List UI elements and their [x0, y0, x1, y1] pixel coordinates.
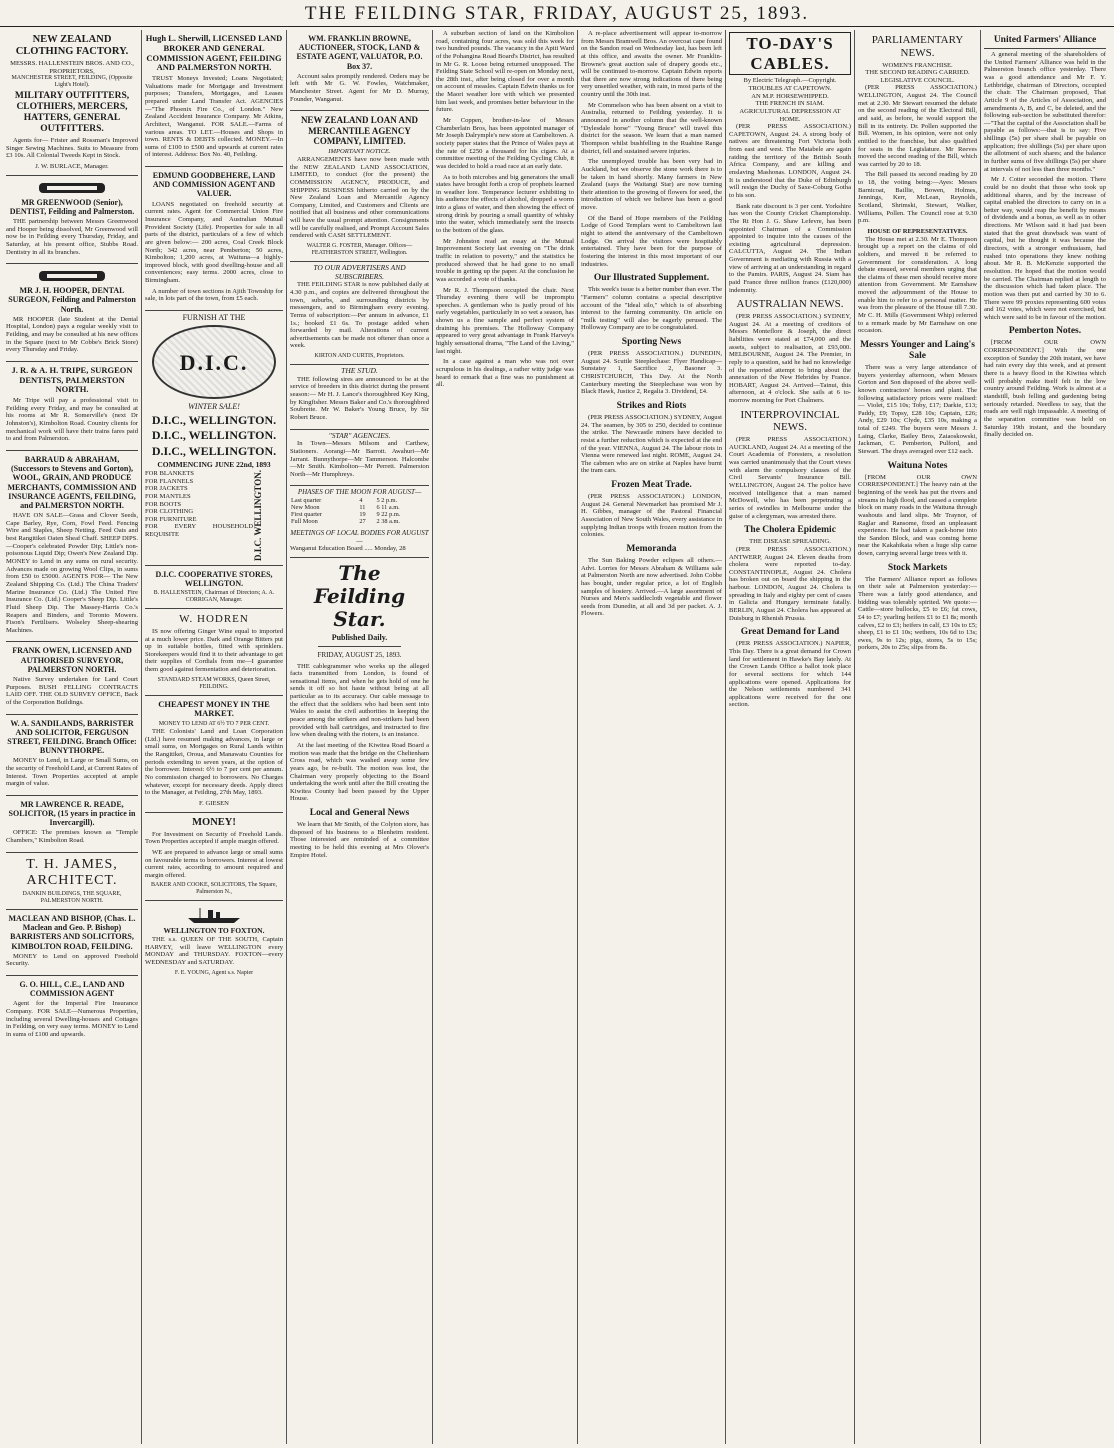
parliament-subheading: WOMEN'S FRANCHISE. [882, 61, 953, 69]
ad-body: MONEY to Lend on approved Freehold Security. [6, 952, 138, 968]
ad-body: THE s.s. QUEEN OF THE SOUTH, Captain HARVEY, will leave WELLINGTON every MONDAY and THURSDAY. FOXTON—every WEDNESDAY and SATURDAY. [145, 936, 283, 966]
ad-footer: STANDARD STEAM WORKS, Queen Street, FEILDING. [157, 676, 271, 690]
news-paragraph: In a case against a man who was not over scrupulous in his dealings, a rather witty judge was heard to remark that a fine was no punishment at all. [436, 358, 574, 389]
for-item: FOR BLANKETS [145, 469, 194, 477]
ad-heading: WM. FRANKLIN BROWNE, AUCTIONEER, STOCK, LAND & ESTATE AGENT, VALUATOR, P.O. Box 37. [296, 34, 423, 71]
parliament-heading: PARLIAMENTARY NEWS. [871, 34, 964, 59]
australian-news-heading: AUSTRALIAN NEWS. [736, 298, 844, 311]
news-paragraph: Of the Band of Hope members of the Feilding Lodge of Good Templars went to Cambeltown last night to attend the anniversary of the Cambeltown Lodge. On arrival the visitors were hospitably entertained. They have been for the purpose of fostering the interest in this most important of our industries. [581, 214, 722, 268]
ad-body: Agent for the Imperial Fire Insurance Company. FOR SALE—Numerous Properties, including several Dwelling-houses and Cottages in Feilding, on very easy terms. MONEY to Lend in sums of £100 and upwards. [6, 1000, 138, 1039]
moon-time: 2 38 a.m. [376, 518, 400, 526]
agencies-body: In Town—Messrs Milsom and Carthew, Stationers. Aorangi—Mr Barrott. Awahuri—Mr Jarrant. Bunnythorpe—Mr Tammerson. Halcombe—Mr Smith. Kimbolton—Mr Perrett. Palmerston North—Mr Humphreys. [290, 440, 429, 478]
for-item: FOR BOOTS [145, 500, 182, 508]
ad-body: For Investment on Security of Freehold Lands. Town Properties accepted if ample margin offered. [145, 830, 283, 846]
ad-heading: BARRAUD & ABRAHAM, (Successors to Stevens and Gorton), WOOL, GRAIN, AND PRODUCE MERCHANTS, COMMISSION AND INSURANCE AGENTS, FEILDING, and PALMERSTON NORTH. [7, 455, 137, 510]
ad-body: THE partnership between Messrs Greenwood and Hooper being dissolved, Mr Greenwood will now be in Feilding every Thursday, Friday, and Saturday, at his present office, Stubbs Road. Dentistry in all its branches. [6, 217, 138, 256]
ad-subheading: MESSRS. HALLENSTEIN BROS. AND CO., PROPRIETORS, [10, 60, 134, 75]
cables-subheading: By Electric Telegraph.—Copyright. [743, 77, 837, 85]
pemberton-body: [FROM OUR OWN CORRESPONDENT.] With the one exception of Sunday the 20th instant, we have had rain every day this week, and at present there is a heavy flood in the Kiwitea which will probably make itself felt in the low country around Feilding. Work is almost at a standstill, bush felling and gardening being seriously retarded. Needless to say, that the roads are well nigh impassable. A meeting of the separation committee was held on Saturday 19th instant, and the boundary finally decided on. [984, 339, 1106, 439]
memoranda-body: The Sun Baking Powder eclipses all others.—Advt. Lorries for Messrs Abraham & Williams sale at Palmerston North are now advertised. John Cobbe has bought, under regular price, a lot of English samples of hosiery. Arrived.—A large assortment of Nurses and Men's saddlecloth vegetable and flower seeds from Dunedin, at all and 3d per packet. A. J. Flowers. [581, 556, 722, 618]
dic-stores-logo-icon: D.I.C. [152, 325, 276, 399]
sporting-body: (PER PRESS ASSOCIATION.) DUNEDIN, August 24. Scuttle Steeplechase: Flyer Handicap—Sunstatsy 1, Sacrifice 2, Basoner 3. CHRISTCHURCH, This Day. At the North Canterbury meeting the Steeplechase was won by Black Hawk, Justice 2, Regalia 3. Dividend, £4. [581, 350, 722, 396]
ad-heading: MR LAWRENCE R. READE, SOLICITOR, (15 years in practice in Invercargill). [8, 799, 136, 828]
ad-heading: Hugh L. Sherwill, LICENSED LAND BROKER AND GENERAL COMMISSION AGENT, FEILDING AND PALMERSTON NORTH. [145, 33, 283, 73]
notice-heading: TO OUR ADVERTISERS AND SUBSCRIBERS. [313, 262, 406, 281]
ad-body: Account sales promptly rendered. Orders may be left with Mr G. W. Fowles, Watchmaker, Manchester Street. Agent for Mr D. Murray, Founder, Wanganui. [290, 72, 429, 103]
supplement-heading: Our Illustrated Supplement. [593, 273, 710, 284]
maclean-bishop-ad [6, 910, 138, 976]
ad-heading: MACLEAN AND BISHOP, (Chas. L. Maclean and Geo. P. Bishop) BARRISTERS AND SOLICITORS, KIMBOLTON ROAD, FEILDING. [8, 914, 136, 951]
steamer-ad [145, 901, 283, 980]
notice-signature: KIRTON AND CURTIS, Proprietors. [314, 353, 405, 360]
owen-surveyor-ad [6, 642, 138, 714]
ad-body: LOANS negotiated on freehold security at current rates. Agent for Commercial Union Fire Insurance Company, and Australian Mutual Provident Society (Life). Properties for sale in all parts of the district, particulars of a few of which are given below:— 200 acres, Coal Creek Block North; 342 acres, near Pemberton; 50 acres, Kimbolton; 1,200 acres, at Waituna—a highly-improved block, with good dwelling-house and all conveniences; easy terms. 2000 acres, close to Birmingham. [145, 200, 283, 285]
strikes-heading: Strikes and Riots [616, 400, 687, 411]
for-item: FOR FURNITURE [145, 515, 197, 523]
ad-body: THE Colonists' Land and Loan Corporation (Ltd.) have resumed making advances, in large or small sums, on Mortgages on Rural Lands within the Rangitikei, Oroua, and Manawatu Counties for periods extending to seven years, at the option of the borrower. Interest: 6½ to 7 per cent per annum. No commission charged to borrowers. No Charges whatever, except for necessary deeds. Apply direct to the Manager, at Feilding, 27th May, 1893. [145, 728, 283, 797]
sandilands-ad [6, 715, 138, 796]
column-7 [855, 30, 981, 1444]
star-agencies [290, 430, 429, 487]
moon-phase: New Moon [291, 503, 320, 511]
ad-body: MR HOOPER (late Student at the Dental Hospital, London) pays a regular weekly visit to Feilding, and may be consulted at his new offices in the Square (next to Mr Cobbe's Brick Store) every Thursday and Friday. [6, 315, 138, 354]
for-item: FOR EVERY HOUSEHOLD REQUISITE [145, 523, 253, 539]
news-paragraph: Mr Johnston read an essay at the Mutual Improvement Society last evening on "The drink traffic in relation to poverty," and the statistics he produced showed that he had gone to no small trouble in getting up the paper. At the conclusion he was accorded a vote of thanks. [436, 237, 574, 283]
column-4 [433, 30, 578, 1444]
ad-signature: J. W. BURLACE, Manager. [35, 162, 109, 170]
clothing-factory-ad [6, 30, 138, 176]
ad-heading: G. O. HILL, C.E., LAND AND COMMISSION AGENT [19, 980, 125, 999]
younger-laing-body: There was a very large attendance of buyers yesterday afternoon, when Messrs Gorton and Son disposed of the above well-known contractors' horses and plant. The following satisfactory prices were realised:— Violet, £15 10s; Toby, £17; Darkie, £13; Paddy, £9; Topsy, £28 10s; Captain, £26; Andy, £29 10s; Clyde, £35 10s, making a total of £249. The buyers were Messrs J. Laing, Clarke, Bailey Bros, Zaiaoskowski, Jackman, C. Pemberton, Pulford, and Stewart. The drays averaged over £12 each. [858, 363, 977, 455]
moon-day: 4 [359, 496, 363, 504]
supplement-body: This week's issue is a better number than ever. The "Farmers" column contains a special descriptive account of the "Ideal silo," which is of absorbing interest to the farming community. On article on "milk testing" will also be eagerly perused. The Holloway Company are to be congratulated. [581, 286, 723, 332]
parliament-subheading: THE SECOND READING CARRIED. [865, 69, 970, 77]
ad-heading: T. H. JAMES, ARCHITECT. [26, 856, 118, 888]
land-demand-heading: Great Demand for Land [740, 627, 840, 638]
leader-paragraph: THE cablegrammer who works up the alleged facts transmitted from London, is found of sensational items, and when he gets hold of one he sends it off so hot haste without being at all particular as to its accuracy. Our cable message to the effect that the soldiers who had been sent into Wales to assist the civil authorities in keeping the peace among the strikers and non-strikers had been provided with ball cartridges, and instructed to fire low when dealing with the rioters, is an instance. [290, 662, 429, 739]
furnish-text: FURNISH AT THE [182, 313, 246, 322]
winter-sale-text: WINTER SALE! [188, 402, 240, 412]
ad-body: MONEY to Lend, in Large or Small Sums, on the security of Freehold Land, at Current Rates of Interest. Town Properties accepted at ample margin of value. [6, 757, 138, 788]
paper-date: FRIDAY, AUGUST 25, 1893. [317, 651, 402, 660]
hodren-ad [145, 609, 283, 696]
ad-subheading: IMPORTANT NOTICE. [328, 148, 391, 156]
cheapest-money-ad [145, 696, 283, 813]
dic-line-2: D.I.C., WELLINGTON. [151, 428, 277, 443]
dic-winter-sale-ad [145, 311, 283, 566]
sherwill-ad [145, 30, 283, 167]
column-6 [726, 30, 855, 1444]
hill-land-agent-ad [6, 976, 138, 1046]
hooper-dentist-ad [6, 264, 138, 362]
interprovincial-heading: INTERPROVINCIAL NEWS. [740, 408, 840, 434]
ad-signature: F. GIESEN [199, 799, 229, 807]
moon-phase: Full Moon [291, 518, 318, 526]
ad-body: OFFICE: The premises known as "Temple Chambers," Kimbolton Road. [6, 829, 138, 845]
cables-item: AGRICULTURAL DEPRESSION AT HOME. [739, 107, 841, 123]
ad-heading: D.I.C. COOPERATIVE STORES, WELLINGTON. [155, 569, 273, 589]
dic-vertical-label: D.I.C. WELLINGTON. [253, 469, 263, 561]
barraud-abraham-ad [6, 451, 138, 642]
for-item: FOR JACKETS [145, 485, 188, 493]
ad-body: Mr Tripe will pay a professional visit to Feilding every Friday, and may be consulted at his rooms at Mr R. Somerville's (next Dr Johnston's), Kimbolton Road. Country clients for mechanical work will have their trains fares paid to and from Palmerston. [6, 397, 138, 443]
dic-cooperative-ad [145, 566, 283, 609]
tripe-dentist-ad [6, 362, 138, 451]
frozen-meat-body: (PER PRESS ASSOCIATION.) LONDON, August 24. General Newmarket has promised Mr J. H. Gibbes, manager of the Pastoral Financial Association of New South Wales, every assistance in supplying Indian troops with frozen mutton from the colonies. [581, 493, 722, 539]
table-row [290, 497, 429, 504]
moon-time: 9 22 p.m. [376, 511, 401, 519]
moon-time: 5 2 p.m. [376, 496, 398, 504]
news-paragraph: As to both microbes and big generators the small states have brought forth a crop of prophets learned in weather lore. Temperance lecturer exhibiting to his audience the effects of alcohol, dropped a worm into a glass of water, and then showing the effect of strong drink by pouring a small quantity of whisky into the water, which immediately sent the insects to the bottom of the glass. [436, 173, 574, 235]
parliament-body-2: The Bill passed its second reading by 20 to 18, the voting being:—Ayes: Messrs Barnicoat, Baillie, Bowen, Holmes, Jennings, Kerr, McLean, Reynolds, Scotland, Shrimski, Stewart, Walker, Williams, Pollen. The Council rose at 9.30 p.m. [858, 171, 977, 225]
ad-body: IS now offering Ginger Wine equal to imported at a much lower price. Dark and Orange Bitters put up in suitable bottles, fitted with sprinklers. Storekeepers would find it to their advantage to get their supplies of Cordials from me—I guarantee them good against fermentation and deterioration. [145, 627, 283, 674]
moon-phase: First quarter [291, 511, 322, 519]
waituna-heading: Waituna Notes [887, 460, 948, 471]
moon-day: 27 [359, 518, 366, 526]
ad-signature: BAKER AND COOKE, SOLICITORS, The Square, Palmerston N., [150, 882, 278, 896]
news-paragraph: Mr R. J. Thompson occupied the chair. Next Thursday evening there will be impromptu speeches. A gentleman who is justly proud of his early vegetables, particularly in so wet a season, has shown us a fine sample and perfect system of draining his premises. The Holloway Company appeared to very great advantage in Frank Harvey's highly sensational drama, "The Land of the Living," last night. [436, 286, 574, 355]
paper-subtitle: Published Daily. [331, 633, 388, 643]
columns [3, 30, 1111, 1444]
dentist-banner-icon [37, 269, 107, 283]
ad-heading: FRANK OWEN, LICENSED AND AUTHORISED SURVEYOR, PALMERSTON NORTH. [12, 646, 132, 674]
ad-body: DANKIN BUILDINGS, THE SQUARE, PALMERSTON NORTH. [22, 891, 122, 905]
ad-body-2: WE are prepared to advance large or small sums on favourable terms to borrowers. Interest at lowest current rates, according to amount required and margin offered. [145, 848, 283, 879]
money-ad [145, 813, 283, 902]
younger-laing-heading: Messrs Younger and Laing's Sale [860, 339, 975, 361]
dic-line-3: D.I.C., WELLINGTON. [151, 444, 277, 459]
ad-heading: EDMUND GOODBEHERE, LAND AND COMMISSION AGENT AND VALUER. [152, 171, 276, 199]
sale-date: COMMENCING JUNE 22nd, 1893 [157, 460, 271, 470]
ad-body: TRUST Moneys Invested; Loans Negotiated; Valuations made for Mortgage and Investment purposes; Transfers, Mortgages, and Leases prepared under Land Transfer Act. AGENCIES—"The Phoenix Fire Co., of London." New Zealand Accident Insurance Company. Mr Atkins, Architect, Wanganui. FOR SALE.—Farms of various areas. TO LET.—Houses and Shops in town. RENTS & DEBTS collected. MONEY.—In sums of £100 to £500 and upwards at current rates of interest. Address: Box No. 40, Feilding. [145, 75, 283, 159]
divider [318, 646, 401, 647]
ad-signature: WALTER G. FOSTER, Manager. Offices—FEATHERSTON STREET, Wellington. [306, 243, 413, 256]
ad-body: Agents for— Frister and Rossman's Improved Singer Sewing Machines. Suits to Measure from £3 10s. All Colonial Tweeds Kept in Stock. [6, 137, 138, 160]
table-row [290, 504, 429, 511]
column-5 [578, 30, 726, 1444]
cables-item: THE FRENCH IN SIAM. [755, 100, 825, 108]
cables-body: (PER PRESS ASSOCIATION.) CAPETOWN, August 24. A strong body of natives are threatening Fort Victoria both from east and west. The Matabele are again raiding the territory of the British South Africa Company, and are killing and enslaving Mashonas. LONDON, August 24. It is understood that the Duke of Edinburgh will resign the Duchy of Saxe-Coburg Gotha to his son. [729, 123, 851, 199]
house-heading: HOUSE OF REPRESENTATIVES. [867, 227, 968, 235]
alliance-heading: United Farmers' Alliance [984, 35, 1106, 49]
cholera-body: (PER PRESS ASSOCIATION.) ANTWERP, August 24. Eleven deaths from cholera were reported to-day. CONSTANTINOPLE, August 24. Cholera has broken out on board the shipping in the harbour. LONDON, August 24. Cholera is spreading in Italy and eighty per cent of cases in Galicia and Hungary terminate fatally. BERLIN, August 24. Cholera has appeared at Duisburg in Rhenish Prussia. [729, 545, 851, 622]
notice-body: THE FEILDING STAR is now published daily at 4.30 p.m., and copies are delivered throughout the town, suburbs, and surrounding districts by messengers, and to Birmingham every evening. Terms of subscription:—Per annum in advance, £1 1s.; booked £1 6s. To postage added when forwarded by mail. Alterations of current advertisements can be made not oftener than once a week. [290, 281, 429, 350]
agencies-heading: "STAR" AGENCIES. [328, 430, 391, 440]
stud-heading: THE STUD. [341, 366, 378, 376]
ad-address: MANCHESTER STREET, FEILDING, (Opposite Light's Hotel). [11, 75, 133, 89]
column-2 [142, 30, 287, 1444]
table-row [290, 511, 429, 518]
sporting-heading: Sporting News [621, 337, 682, 348]
ad-signature: B. HALLENSTEIN, Chairman of Directors; A. A. CORRIGAN, Manager. [153, 590, 275, 604]
ad-footer: A number of town sections in Ajith Township for sale, in lots part of the town, from £5 each. [145, 287, 283, 303]
goodbehere-ad [145, 167, 283, 311]
moon-heading: PHASES OF THE MOON FOR AUGUST— [297, 488, 422, 497]
ad-heading: CHEAPEST MONEY IN THE MARKET. [158, 698, 270, 719]
stud-notice [290, 365, 429, 430]
column-3 [287, 30, 433, 1444]
table-row [290, 518, 429, 525]
strikes-body: (PER PRESS ASSOCIATION.) SYDNEY, August 24. The seamen, by 305 to 250, decided to continue the strike. The Newcastle miners have decided to resist a further reduction which is expected at the end of the year. VIENNA, August 24. The labour riots in Vienna were renewed last night. ROME, August 24. The cabmen who are on strike at Naples have burnt the tram cars. [581, 413, 722, 475]
for-item: FOR MANTLES [145, 492, 191, 500]
steamship-icon [184, 906, 244, 924]
stock-markets-heading: Stock Markets [887, 562, 948, 573]
news-paragraph: A suburban section of land on the Kimbolton road, containing four acres, was sold this week for two hundred pounds. The vacancy in the Apiti Ward of the Pohangina Road Board's District, has resulted in Mr G. R. Loose being returned unopposed. The Feilding State School will re-open on Monday next, the 28th inst., after being closed for over a month on account of measles. Captain Edwin thanks us for the Maori weather lore with which we presented him last week, and promises better behaviour in the future. [436, 30, 574, 114]
cholera-heading: The Cholera Epidemic [744, 525, 836, 536]
australian-news-body: (PER PRESS ASSOCIATION.) SYDNEY, August 24. At a meeting of creditors of Messrs Monteflore & Joseph, the direct liabilities were stated at £74,000 and the assets, subject to realisation, at £93,000. MELBOURNE, August 24. The Premier, in reply to a question, said he had no knowledge of the reported attempt to bring about the annexation of the New Hebrides by France. HOBART, August 24. Arrived—Tainui, this afternoon, at 4 o'clock. She sails at 6 to-morrow morning for Port Chalmers. [729, 313, 851, 405]
greenwood-dentist-ad [6, 176, 138, 265]
column-1 [3, 30, 142, 1444]
ad-heading: WELLINGTON TO FOXTON. [163, 926, 265, 936]
stud-body: THE following sires are announced to be at the service of breeders in this district during the present season:— Mr H. J. Lance's thoroughbred Key King, by Kingfisher. Messrs Baker and Co.'s thoroughbred Soubrette. Mr W. Baker's Young Bruce, by Sir Robert Bruce. [290, 375, 429, 421]
ad-heading: NEW ZEALAND CLOTHING FACTORY. [15, 34, 129, 58]
cholera-subheading: THE DISEASE SPREADING. [749, 538, 831, 546]
ad-trades: MILITARY OUTFITTERS, CLOTHIERS, MERCERS, HATTERS, GENERAL OUTFITTERS. [14, 91, 130, 135]
news-paragraph: Mr Coppen, brother-in-law of Messrs Chamberlain Bros, has been appointed manager of Mr Joseph Dalrymple's new store at Cambeltown. A society paper states that the Prince of Wales pays at the rate of £250 a thousand for his cigars. At a committee meeting of the Feilding Cycling Club, it was decided to hold a road race at an early date. [436, 117, 574, 170]
masthead: THE FEILDING STAR, FRIDAY, AUGUST 25, 1893. [0, 0, 1114, 27]
moon-phase: Last quarter [291, 496, 322, 504]
news-paragraph: The unemployed trouble has been very bad in Auckland, but we observe the stone work there is to be taken in hand shortly. Many farmers in New Zealand (says the Waitangi Star) are now turning their attention to the growing of flowers for seed, the introduction of which we believe has been a good move. [581, 158, 722, 212]
ad-body: Native Survey undertaken for Land Court Purposes. BUSH FELLING CONTRACTS LAID OFF. THE OLD SURVEY OFFICE, Back of the Corporation Buildings. [6, 675, 138, 706]
for-item: FOR CLOTHING [145, 508, 194, 516]
paper-title: The Feilding Star. [313, 560, 406, 631]
browne-auctioneer-ad [290, 30, 429, 111]
stock-markets-body: The Farmers' Alliance report as follows on their sale at Palmerston yesterday:—There was a fairly good attendance, and bidding was tolerably spirited. We quote:—Cattle—store bullocks, £5 to £6; fat cows, £4 to £7; yearling heifers £1 to £1 8s; month calves, £2 to £3; heifers in calf, £3 10s to £5; sheep, £1 to £1 10s; wethers, 10s 6d to 13s; ewes, 9s to 12s; pigs, stores, 5s to 15s; porkers, 20s to 25s; slips from 8s. [858, 575, 977, 652]
alliance-body-2: Mr J. Cotter seconded the motion. There could be no doubt that those who took up additional shares, and by the increase of capital enabled the directors to carry on in a better way, would reap the benefit by means of dividends and a bonus, as well as in other directions. Mr Wilson said it had just been stated that the great drawback was want of capital, but he thought it was because the directors, with a stronger enthusiasm, had rushed into operations they knew nothing about. Mr R. B. McKenzie supported the resolution. He hoped that the motion would be carried. The Chairman replied at length to the discussion which had taken place. The motion was then put and carried by 30 to 6. There were 99 proxies representing 600 votes and 162 votes, which were not exercised, but which were said to be in favour of the motion. [984, 176, 1106, 321]
dic-line-1: D.I.C., WELLINGTON. [151, 412, 277, 427]
pemberton-heading: Pemberton Notes. [1008, 326, 1082, 337]
ad-heading: MR GREENWOOD (Senior), DENTIST, Feilding and Palmerston. [9, 197, 135, 216]
cables-heading: TO-DAY'S CABLES. [729, 32, 851, 75]
parliament-body: (PER PRESS ASSOCIATION.) WELLINGTON, August 24. The Council met at 2.30. Mr Stewart resumed the debate on the second reading of the Electoral Bill, and said, as before, he would support the Bill in its entirety. Dr. Pollen supported the Bill. Women, in his opinion, were not only entitled to the franchise, but also qualified for seats in the Legislature. Mr Reeves moved the second reading of the Bill, which was carried by 20 to 18. [858, 84, 977, 168]
meetings-heading: MEETINGS OF LOCAL BODIES FOR AUGUST— [290, 528, 429, 545]
for-item: FOR FLANNELS [145, 477, 194, 485]
ad-heading: MR J. H. HOOPER, DENTAL SURGEON, Feilding and Palmerston North. [8, 286, 136, 314]
leader-paragraph: At the last meeting of the Kiwitea Road Board a motion was made that the bridge on the Cheltenham Cross road, which was washed away some few years ago, be re-built. The motion was lost, the Chairman very properly objecting to the Board undertaking the work until after the Bill creating the Kiwitea County had been passed by the Upper House. [290, 741, 429, 803]
ad-heading: J. R. & A. H. TRIPE, SURGEON DENTISTS, PALMERSTON NORTH. [11, 364, 133, 395]
ad-heading: NEW ZEALAND LOAN AND MERCANTILE AGENCY COMPANY, LIMITED. [300, 115, 419, 146]
ad-signature: F. E. YOUNG, Agent s.s. Napier [174, 969, 254, 976]
moon-day: 19 [359, 511, 366, 519]
news-paragraph: A re-place advertisement will appear to-morrow from Messrs Bramwell Bros. An overcoat cape found on the Sandon road on Wednesday last, has been left at this office, and awaits the owner. Mr Franklin-Browne's great auction sale of drapery goods etc., will be continued to-morrow. Captain Edwin reports that there are now strong indications of there being very unsettled weather, with rain, in most parts of the country until the 30th inst. [581, 30, 722, 99]
meetings-body: Wanganui Education Board ..... Monday, 28 [290, 544, 406, 552]
moon-table [290, 497, 429, 526]
ad-subheading: MONEY TO LEND AT 6½ TO 7 PER CENT. [158, 721, 270, 728]
local-news-body: We learn that Mr Smith, of the Colyton store, has disposed of his business to a Blenheim resident. Those interested are reminded of a committee meeting to be held this evening at Mrs Olover's Empire Hotel. [290, 821, 429, 859]
ad-heading: MONEY! [192, 816, 236, 828]
waituna-body: [FROM OUR OWN CORRESPONDENT.] The heavy rain at the beginning of the week has put the rivers and streams in high flood, and caused a complete block on many roads in the Waituna through washouts and land slips. Mr Traynor, of Raglar and Ransome, fixed an unpleasant experience. He had taken a pack-horse into the Sandon Block, and was coming home near the Kakahikaia when a huge slip came down, carrying several large trees with it. [858, 473, 977, 558]
advertisers-notice [290, 262, 429, 365]
ad-heading: W. A. SANDILANDS, BARRISTER AND SOLICITOR, FERGUSON STREET, FEILDING. Branch Office: BUNNYTHORPE. [7, 718, 137, 756]
local-news-heading: Local and General News [309, 808, 410, 819]
reade-solicitor-ad [6, 796, 138, 853]
moon-time: 6 11 a.m. [376, 503, 400, 511]
memoranda-heading: Memoranda [626, 543, 677, 554]
ad-body: ARRANGEMENTS have now been made with the NEW ZEALAND LAND ASSOCIATION, LIMITED, to conduct (for the present) the COMMISSION AGENCY, PRODUCE, and SHIPPING BUSINESS hitherto carried on by the New Zealand Loan and Mercantile Agency Company, Limited, and Customers and Clients are notified that all business and other communications will have the usual prompt attention. Consignments will be carefully realised, and Prompt Account Sales rendered with CASH SETTLEMENT. [290, 155, 429, 240]
house-body: The House met at 2.30. Mr E. Thompson brought up a report on the claims of old soldiers, and moved it be referred to Government for consideration. A long debate ensued, several members urging that the claims of these men should receive more attention from Government. Mr Earnshaw moved the adjournment of the House to enable him to refer to a personal matter. He was from the pleasure of the House till 7.30. Mr C. H. Mills (Government Whip) referred to a remark made by Mr Earnshaw on one occasion. [858, 235, 977, 335]
ad-body: HAVE ON SALE—Grass and Clover Seeds, Cape Barley, Rye, Corn, Fowl Feed. Fencing Wire and Staples, Sheep Netting. Feed Oats and best Rangitikei Oaten Sheaf Chaff. SHEEP DIPS.—Cooper's celebrated Powder Dip; Little's non-poisonous Liquid Dip; Owen's New Zealand Dip. MONEY to Lend in any sums on rural security. Advances made on growing Wool Clips, in sums from £50 to £5000. AGENTS FOR— The New Zealand Shipping Co. (Ltd.) The China Traders' Marine Insurance Co. (Ltd.) The United Fire Insurance Co. (Ltd.) Cooper's Sheep Dip. Little's Fluid Sheep Dip. The Massey-Harris Co.'s Reapers and Binders, and Toronto Mowers. Fison's Fertilisers. Wolseley Sheep-shearing Machines. [6, 512, 138, 634]
ad-heading: W. HODREN [179, 613, 249, 626]
column-8 [981, 30, 1109, 1444]
news-paragraph: Mr Commelson who has been absent on a visit to Australia, returned to Feilding yesterday. It is announced in another column that the well-known "Dylesdale horse" "Young Bruce" will travel this district for the season. We learn that a man named Thompson whilst bushfelling in the Ruahine Range district, fell and sustained severe injuries. [581, 101, 722, 155]
alliance-body: A general meeting of the shareholders of the United Farmers' Alliance was held in the Palmerston branch office yesterday. There was a good attendance and Mr F. Y. Lethbridge, chairman of Directors, occupied the chair. The Chairman proposed, That Article 9 of the Articles of Association, and amendments A, B, and C, be deleted, and the following sub-section be substituted therefor:—"That the capital of the Association shall be payable as follows:—that is to say: Five shillings (5s) per share shall be payable on application; five shillings (5s) per share upon the allotment of such shares; and the balance in further sums of five shillings (5s) per share at intervals of not less than three months." [984, 51, 1106, 173]
moon-phases [290, 486, 429, 557]
interprovincial-body: (PER PRESS ASSOCIATION.) AUCKLAND, August 24. At a meeting of the Court Academia of Foresters, a resolution was carried unanimously that the Court views with alarm the compulsory clauses of the Civil Servants' Insurance Bill. WELLINGTON, August 24. The police have received intelligence that a man named McDowell, who has been perpetrating a series of swindles in Melbourne under the guise of a clergyman, was arrested there. [729, 436, 851, 520]
frozen-meat-heading: Frozen Meat Trade. [611, 480, 692, 491]
parliament-subheading: LEGISLATIVE COUNCIL. [880, 76, 955, 84]
nz-loan-mercantile-ad [290, 111, 429, 262]
cables-item: AN M.P. HORSEWHIPPED. [751, 92, 829, 100]
land-demand-body: (PER PRESS ASSOCIATION.) NAPIER, This Day. There is a great demand for Crown land for settlement in Hawke's Bay lately. At the Crown Lands Office a ballot took place for several sections for which 144 applications were opened. Applications for the Nelson settlements numbered 341 applications were received for the one section. [729, 640, 851, 709]
cables-item: TROUBLES AT CAPETOWN. [748, 84, 832, 92]
james-architect-ad [6, 853, 138, 910]
cables-body-2: Bank rate discount is 3 per cent. Yorkshire has won the County Cricket Championship. The Rt Hon J. G. Shaw Lefevre, has been appointed Chairman of a Commission appointed to inquire into the causes of the existing agricultural depression. CALCUTTA, August 24. The Indian Government is mediating with Russia with a view of arriving at an understanding in regard to the Pamirs. PARIS, August 24. Siam has paid France three million francs (£120,000) indemnity. [729, 202, 851, 294]
dentist-banner-icon [37, 181, 107, 195]
moon-day: 11 [359, 503, 366, 511]
